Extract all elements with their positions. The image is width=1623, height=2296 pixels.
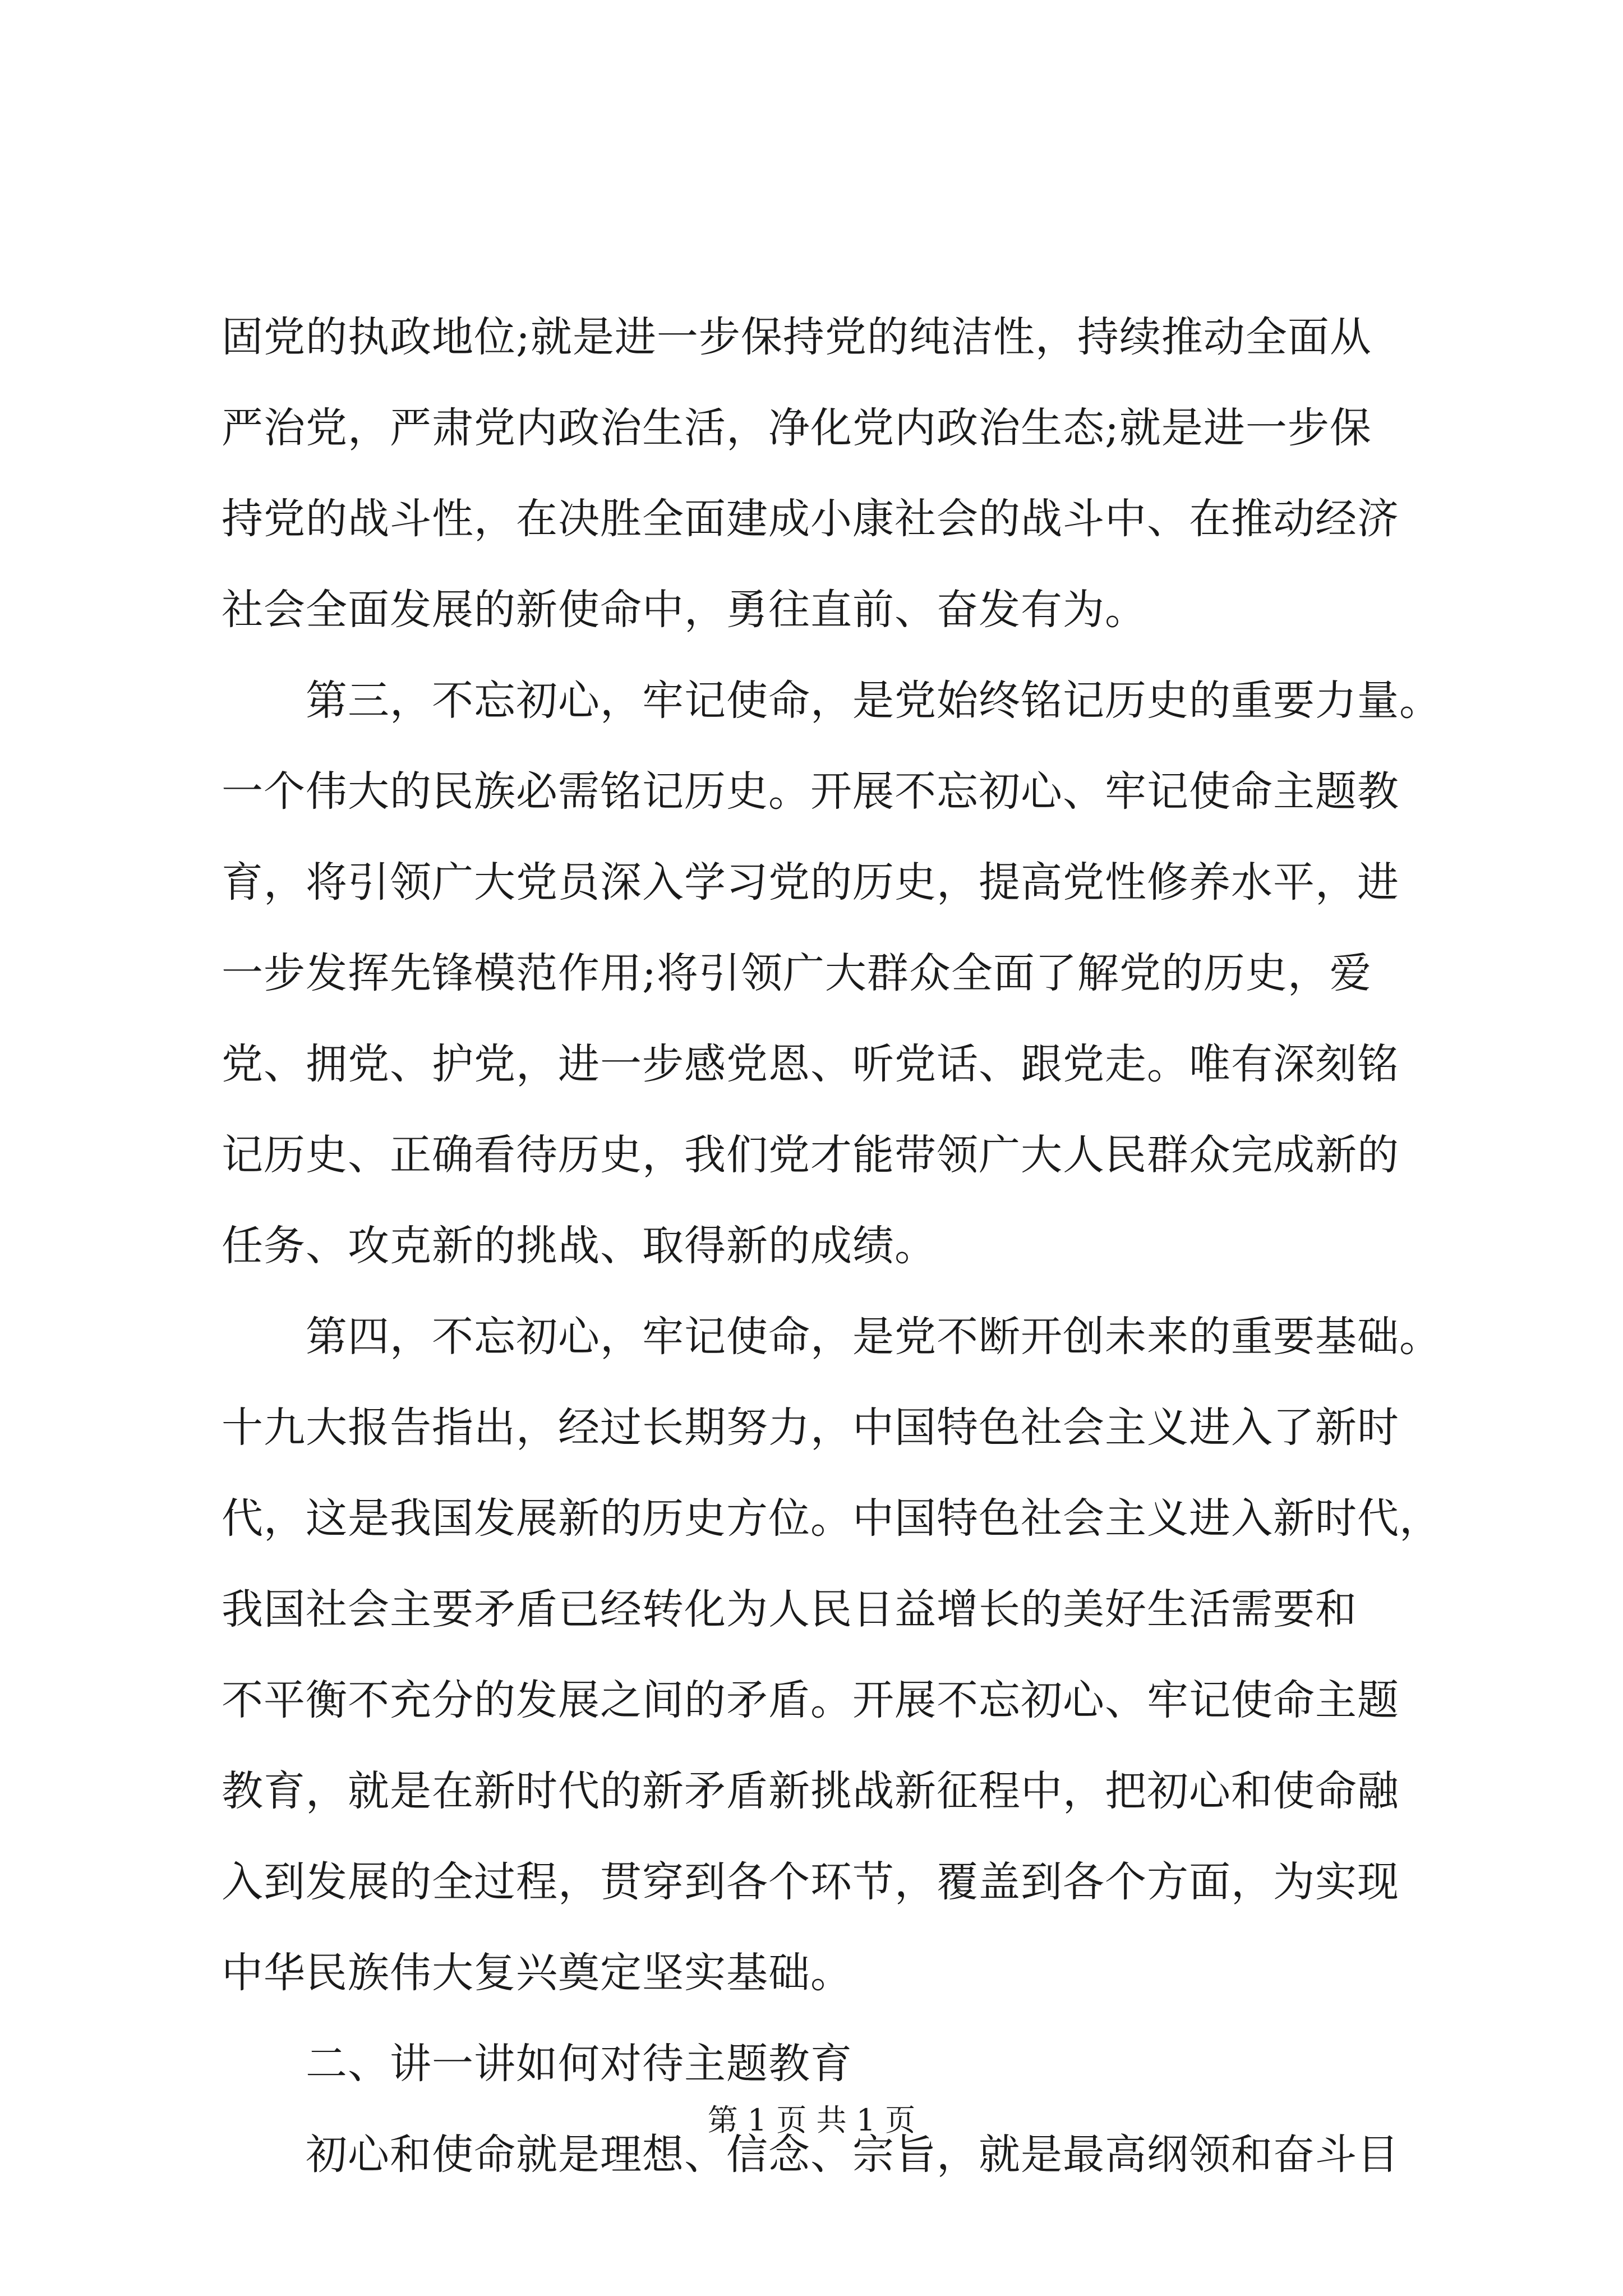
text-line: 任务、攻克新的挑战、取得新的成绩。 xyxy=(222,1222,937,1270)
text-line: 中华民族伟大复兴奠定坚实基础。 xyxy=(222,1949,852,1997)
document-body xyxy=(222,292,1441,2200)
paragraph-start-line: 第三，不忘初心，牢记使命，是党始终铭记历史的重要力量。 xyxy=(222,677,1441,725)
text-line: 一个伟大的民族必需铭记历史。开展不忘初心、牢记使命主题教 xyxy=(222,767,1399,816)
text-line: 教育，就是在新时代的新矛盾新挑战新征程中，把初心和使命融 xyxy=(222,1767,1399,1815)
text-line: 育，将引领广大党员深入学习党的历史，提高党性修养水平，进 xyxy=(222,858,1399,907)
paragraph-start-line: 初心和使命就是理想、信念、宗旨，就是最高纲领和奋斗目 xyxy=(222,2131,1399,2179)
text-line: 持党的战斗性，在决胜全面建成小康社会的战斗中、在推动经济 xyxy=(222,495,1399,543)
page-footer: 第 1 页 共 1 页 xyxy=(707,2102,916,2138)
text-line: 记历史、正确看待历史，我们党才能带领广大人民群众完成新的 xyxy=(222,1131,1399,1179)
text-line: 严治党，严肃党内政治生活，净化党内政治生态;就是进一步保 xyxy=(222,404,1372,452)
section-heading: 二、讲一讲如何对待主题教育 xyxy=(222,2040,852,2088)
text-line: 固党的执政地位;就是进一步保持党的纯洁性，持续推动全面从 xyxy=(222,313,1372,361)
text-line: 一步发挥先锋模范作用;将引领广大群众全面了解党的历史，爱 xyxy=(222,949,1372,997)
text-line: 不平衡不充分的发展之间的矛盾。开展不忘初心、牢记使命主题 xyxy=(222,1676,1399,1724)
text-line: 我国社会主要矛盾已经转化为人民日益增长的美好生活需要和 xyxy=(222,1585,1357,1634)
text-line: 十九大报告指出，经过长期努力，中国特色社会主义进入了新时 xyxy=(222,1404,1399,1452)
text-line: 入到发展的全过程，贯穿到各个环节，覆盖到各个方面，为实现 xyxy=(222,1858,1399,1906)
paragraph-start-line: 第四，不忘初心，牢记使命，是党不断开创未来的重要基础。 xyxy=(222,1313,1441,1361)
text-line: 代，这是我国发展新的历史方位。中国特色社会主义进入新时代， xyxy=(222,1494,1441,1543)
text-line: 社会全面发展的新使命中，勇往直前、奋发有为。 xyxy=(222,586,1147,634)
text-line: 党、拥党、护党，进一步感党恩、听党话、跟党走。唯有深刻铭 xyxy=(222,1040,1399,1088)
